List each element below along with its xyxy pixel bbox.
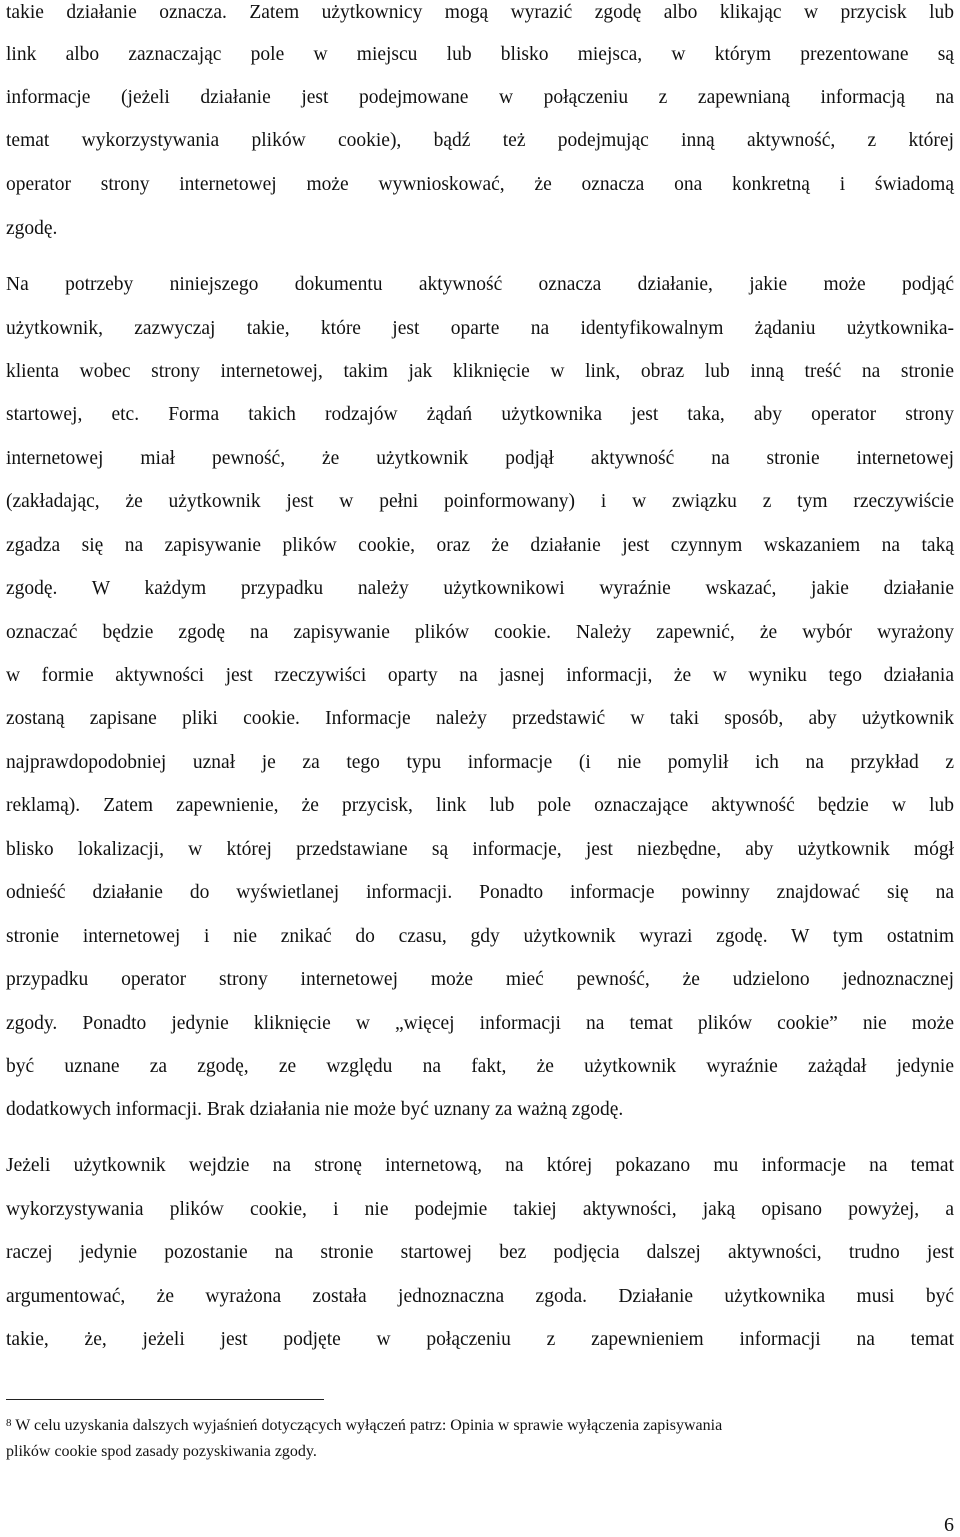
text-line: zgody. Ponadto jedynie kliknięcie w „więcej informacji na temat plików cookie” nie może bbox=[6, 1013, 954, 1034]
text-line: użytkownik, zazwyczaj takie, które jest oparte na identyfikowalnym żądaniu użytkownika- bbox=[6, 318, 954, 339]
footnote-separator bbox=[6, 1399, 324, 1400]
text-line: wykorzystywania plików cookie, i nie podejmie takiej aktywności, jaką opisano powyżej, a bbox=[6, 1199, 954, 1220]
page-number: 6 bbox=[944, 1514, 954, 1536]
text-line: zostaną zapisane pliki cookie. Informacje należy przedstawić w taki sposób, aby użytkownik bbox=[6, 708, 954, 729]
text-line: raczej jedynie pozostanie na stronie startowej bez podjęcia dalszej aktywności, trudno jest bbox=[6, 1242, 954, 1263]
text-line: zgadza się na zapisywanie plików cookie, oraz że działanie jest czynnym wskazaniem na taką bbox=[6, 535, 954, 556]
text-line: klienta wobec strony internetowej, takim jak kliknięcie w link, obraz lub inną treść na stronie bbox=[6, 361, 954, 382]
text-line: zgodę. bbox=[6, 218, 58, 239]
text-line: startowej, etc. Forma takich rodzajów żądań użytkownika jest taka, aby operator strony bbox=[6, 404, 954, 425]
text-line: takie, że, jeżeli jest podjęte w połączeniu z zapewnieniem informacji na temat bbox=[6, 1329, 954, 1350]
footnote-line bbox=[6, 1415, 954, 1437]
footnote-number: 8 bbox=[6, 1417, 12, 1429]
text-line: stronie internetowej i nie znikać do czasu, gdy użytkownik wyrazi zgodę. W tym ostatnim bbox=[6, 926, 954, 947]
text-line: być uznane za zgodę, ze względu na fakt, że użytkownik wyraźnie zażądał jedynie bbox=[6, 1056, 954, 1077]
text-line: informacje (jeżeli działanie jest podejmowane w połączeniu z zapewnianą informacją na bbox=[6, 87, 954, 108]
footnote-line bbox=[6, 1441, 954, 1463]
text-line: dodatkowych informacji. Brak działania nie może być uznany za ważną zgodę. bbox=[6, 1099, 624, 1120]
text-line: link albo zaznaczając pole w miejscu lub blisko miejsca, w którym prezentowane są bbox=[6, 44, 954, 65]
text-line: odnieść działanie do wyświetlanej informacji. Ponadto informacje powinny znajdować się na bbox=[6, 882, 954, 903]
text-line: internetowej miał pewność, że użytkownik podjął aktywność na stronie internetowej bbox=[6, 448, 954, 469]
footnote-text: W celu uzyskania dalszych wyjaśnień dotyczących wyłączeń patrz: Opinia w sprawie wyłączenia zapisywania bbox=[15, 1417, 723, 1434]
footnote-text: plików cookie spod zasady pozyskiwania zgody. bbox=[6, 1443, 317, 1460]
text-line: oznaczać będzie zgodę na zapisywanie plików cookie. Należy zapewnić, że wybór wyrażony bbox=[6, 622, 954, 643]
text-line: Jeżeli użytkownik wejdzie na stronę internetową, na której pokazano mu informacje na temat bbox=[6, 1155, 954, 1176]
text-line: zgodę. W każdym przypadku należy użytkownikowi wyraźnie wskazać, jakie działanie bbox=[6, 578, 954, 599]
text-line: przypadku operator strony internetowej może mieć pewność, że udzielono jednoznacznej bbox=[6, 969, 954, 990]
text-line: argumentować, że wyrażona została jednoznaczna zgoda. Działanie użytkownika musi być bbox=[6, 1286, 954, 1307]
text-line: Na potrzeby niniejszego dokumentu aktywność oznacza działanie, jakie może podjąć bbox=[6, 274, 954, 295]
text-line: najprawdopodobniej uznał je za tego typu informacje (i nie pomylił ich na przykład z bbox=[6, 752, 954, 773]
text-line: takie działanie oznacza. Zatem użytkownicy mogą wyrazić zgodę albo klikając w przycisk lub bbox=[6, 2, 954, 23]
text-line: temat wykorzystywania plików cookie), bądź też podejmując inną aktywność, z której bbox=[6, 130, 954, 151]
text-line: reklamą). Zatem zapewnienie, że przycisk, link lub pole oznaczające aktywność będzie w lub bbox=[6, 795, 954, 816]
text-line: (zakładając, że użytkownik jest w pełni poinformowany) i w związku z tym rzeczywiście bbox=[6, 491, 954, 512]
text-line: blisko lokalizacji, w której przedstawiane są informacje, jest niezbędne, aby użytkownik mógł bbox=[6, 839, 954, 860]
text-line: operator strony internetowej może wywnioskować, że oznacza ona konkretną i świadomą bbox=[6, 174, 954, 195]
text-line: w formie aktywności jest rzeczywiści oparty na jasnej informacji, że w wyniku tego działania bbox=[6, 665, 954, 686]
